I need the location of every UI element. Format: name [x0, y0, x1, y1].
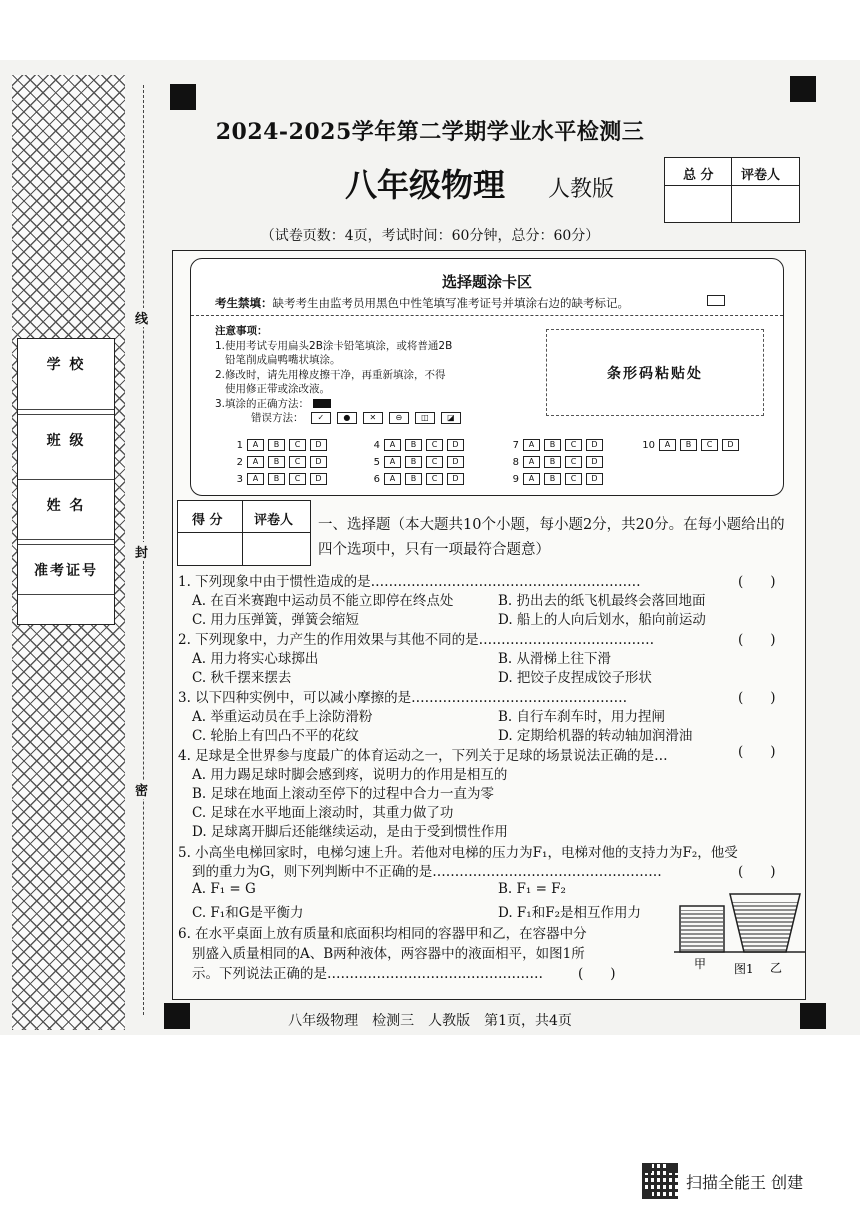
option-5b: B. F₁ = F₂ [498, 881, 566, 897]
option-bubble[interactable]: B [405, 473, 422, 485]
answer-row-2 [229, 456, 327, 468]
option-bubble[interactable]: C [426, 456, 443, 468]
figure-containers [674, 888, 806, 980]
answer-row-10 [641, 439, 739, 451]
option-bubble[interactable]: A [247, 456, 264, 468]
seal-char-secret: 密 [135, 780, 148, 799]
scanner-watermark [642, 1163, 803, 1199]
correct-fill-sample [313, 399, 331, 408]
answer-paren: ( ) [738, 574, 776, 590]
option-3d: D. 定期给机器的转动轴加润滑油 [498, 728, 693, 744]
question-6: 6. 在水平桌面上放有质量和底面积均相同的容器甲和乙，在容器中分 [178, 926, 587, 942]
option-bubble[interactable]: D [447, 439, 464, 451]
question-number: 4 [373, 439, 380, 451]
edition-label: 人教版 [548, 177, 615, 202]
question-6-cont: 示。下列说法正确的是………………………………………… [192, 966, 543, 982]
answer-card-title: 选择题涂卡区 [441, 273, 532, 291]
option-bubble[interactable]: B [268, 439, 285, 451]
exam-number-label: 准考证号 [18, 544, 114, 595]
option-bubble[interactable]: B [268, 473, 285, 485]
option-3a: A. 举重运动员在手上涂防滑粉 [192, 709, 373, 725]
option-3c: C. 轮胎上有凹凸不平的花纹 [192, 728, 359, 744]
option-bubble[interactable]: A [384, 473, 401, 485]
instructions: 注意事项： 1.使用考试专用扁头2B涂卡铅笔填涂，或将普通2B 铅笔削成扁鸭嘴状填涂。 2.修改时，请先用橡皮擦干净，再重新填涂，不得 使用修正带或涂改液。 3.填涂的正确方法： 错误方法： ✓ ● ✕ ⊖ ◫ ◪ [215, 324, 461, 426]
option-2b: B. 从滑梯上往下滑 [498, 651, 612, 667]
option-4a: A. 用力踢足球时脚会感到疼，说明力的作用是相互的 [192, 767, 508, 783]
question-5: 5. 小高坐电梯回家时，电梯匀速上升。若他对电梯的压力为F₁，电梯对他的支持力为F₂，他受 [178, 845, 738, 861]
question-2: 2. 下列现象中，力产生的作用效果与其他不同的是………………………………… [178, 632, 655, 648]
answer-row-1 [229, 439, 327, 451]
question-number: 3 [236, 473, 243, 485]
option-5a: A. F₁ = G [192, 881, 256, 897]
option-bubble[interactable]: C [289, 439, 306, 451]
answer-paren: ( ) [578, 966, 616, 982]
option-bubble[interactable]: B [405, 439, 422, 451]
option-bubble[interactable]: A [523, 456, 540, 468]
answer-row-6 [366, 473, 464, 485]
option-bubble[interactable]: D [310, 439, 327, 451]
option-bubble[interactable]: D [586, 439, 603, 451]
option-bubble[interactable]: B [405, 456, 422, 468]
question-number: 7 [512, 439, 519, 451]
option-bubble[interactable]: B [680, 439, 697, 451]
exam-title: 2024-2025学年第二学期学业水平检测三 [215, 119, 645, 145]
question-number: 10 [642, 439, 655, 451]
name-label: 姓 名 [18, 479, 114, 530]
question-4: 4. 足球是全世界参与度最广的体育运动之一，下列关于足球的场景说法正确的是… [178, 748, 668, 764]
option-bubble[interactable]: B [544, 439, 561, 451]
seal-char-line: 线 [135, 308, 148, 327]
answer-row-8 [505, 456, 603, 468]
page-footer: 八年级物理 检测三 人教版 第1页，共4页 [288, 1013, 572, 1029]
option-bubble[interactable]: D [310, 456, 327, 468]
question-1: 1. 下列现象中由于惯性造成的是…………………………………………………… [178, 574, 641, 590]
option-bubble[interactable]: C [565, 473, 582, 485]
answer-row-3 [229, 473, 327, 485]
answer-row-4 [366, 439, 464, 451]
seal-char-seal: 封 [135, 542, 148, 561]
question-5-cont: 到的重力为G，则下列判断中不正确的是…………………………………………… [192, 864, 662, 880]
question-6-cont: 别盛入质量相同的A、B两种液体，两容器中的液面相平，如图1所 [192, 946, 585, 962]
option-4d: D. 足球离开脚后还能继续运动，是由于受到惯性作用 [192, 824, 508, 840]
section-score-table [177, 500, 311, 566]
watermark-text: 扫描全能王 创建 [686, 1172, 804, 1192]
option-bubble[interactable]: D [586, 473, 603, 485]
option-bubble[interactable]: A [659, 439, 676, 451]
answer-paren: ( ) [738, 864, 776, 880]
option-3b: B. 自行车刹车时，用力捏闸 [498, 709, 666, 725]
answer-row-9 [505, 473, 603, 485]
grader-header: 评卷人 [254, 513, 294, 528]
answer-row-7 [505, 439, 603, 451]
figure-caption: 图1 [734, 962, 754, 976]
school-label: 学 校 [46, 357, 86, 373]
option-1c: C. 用力压弹簧，弹簧会缩短 [192, 612, 359, 628]
class-label: 班 级 [18, 414, 114, 465]
option-bubble[interactable]: D [447, 456, 464, 468]
option-2a: A. 用力将实心球掷出 [192, 651, 319, 667]
option-4b: B. 足球在地面上滚动至停下的过程中合力一直为零 [192, 786, 495, 802]
absent-mark-box[interactable] [707, 295, 725, 306]
exam-info: （试卷页数：4页，考试时间：60分钟，总分：60分） [260, 228, 600, 244]
absent-warning: 考生禁填：缺考考生由监考员用黑色中性笔填写准考证号并填涂右边的缺考标记。 [215, 296, 629, 310]
option-bubble[interactable]: A [247, 439, 264, 451]
option-2d: D. 把饺子皮捏成饺子形状 [498, 670, 652, 686]
option-bubble[interactable]: C [426, 439, 443, 451]
subject-title: 八年级物理 [345, 166, 506, 204]
option-1b: B. 扔出去的纸飞机最终会落回地面 [498, 593, 706, 609]
option-bubble[interactable]: C [289, 473, 306, 485]
question-3: 3. 以下四种实例中，可以减小摩擦的是………………………………………… [178, 690, 628, 706]
answer-paren: ( ) [738, 632, 776, 648]
option-1d: D. 船上的人向后划水，船向前运动 [498, 612, 706, 628]
total-score-table [664, 157, 800, 223]
answer-paren: ( ) [738, 744, 776, 760]
answer-row-5 [366, 456, 464, 468]
option-bubble[interactable]: C [289, 456, 306, 468]
question-number: 9 [512, 473, 519, 485]
option-bubble[interactable]: B [544, 473, 561, 485]
student-info-box [17, 338, 115, 625]
question-number: 1 [236, 439, 243, 451]
option-1a: A. 在百米赛跑中运动员不能立即停在终点处 [192, 593, 454, 609]
label-yi: 乙 [770, 961, 783, 975]
option-bubble[interactable]: B [544, 456, 561, 468]
option-bubble[interactable]: A [523, 439, 540, 451]
score-header: 得 分 [192, 513, 223, 528]
option-2c: C. 秋千摆来摆去 [192, 670, 292, 686]
option-bubble[interactable]: A [384, 456, 401, 468]
qr-code-icon [642, 1163, 678, 1199]
option-5c: C. F₁和G是平衡力 [192, 905, 304, 921]
containers-diagram [674, 888, 806, 980]
option-bubble[interactable]: C [565, 456, 582, 468]
option-bubble[interactable]: C [701, 439, 718, 451]
label-jia: 甲 [694, 957, 707, 971]
wrong-fill-samples: ✓ ● ✕ ⊖ ◫ ◪ [311, 412, 461, 424]
option-bubble[interactable]: D [447, 473, 464, 485]
option-bubble[interactable]: B [268, 456, 285, 468]
option-bubble[interactable]: A [384, 439, 401, 451]
registration-mark [170, 84, 196, 110]
grader-header: 评卷人 [741, 168, 781, 183]
question-number: 2 [236, 456, 243, 468]
total-score-header: 总 分 [683, 168, 714, 183]
option-bubble[interactable]: C [426, 473, 443, 485]
option-bubble[interactable]: D [722, 439, 739, 451]
option-bubble[interactable]: D [310, 473, 327, 485]
section-heading: 一、选择题（本大题共10个小题，每小题2分，共20分。在每小题给出的四个选项中，只有一项最符合题意） [318, 517, 785, 558]
barcode-area: 条形码粘贴处 [546, 329, 764, 416]
question-number: 8 [512, 456, 519, 468]
answer-card [190, 258, 784, 496]
option-bubble[interactable]: C [565, 439, 582, 451]
answer-paren: ( ) [738, 690, 776, 706]
option-4c: C. 足球在水平地面上滚动时，其重力做了功 [192, 805, 454, 821]
question-number: 6 [373, 473, 380, 485]
option-bubble[interactable]: A [523, 473, 540, 485]
option-5d: D. F₁和F₂是相互作用力 [498, 905, 641, 921]
question-number: 5 [373, 456, 380, 468]
option-bubble[interactable]: D [586, 456, 603, 468]
option-bubble[interactable]: A [247, 473, 264, 485]
registration-mark [790, 76, 816, 102]
